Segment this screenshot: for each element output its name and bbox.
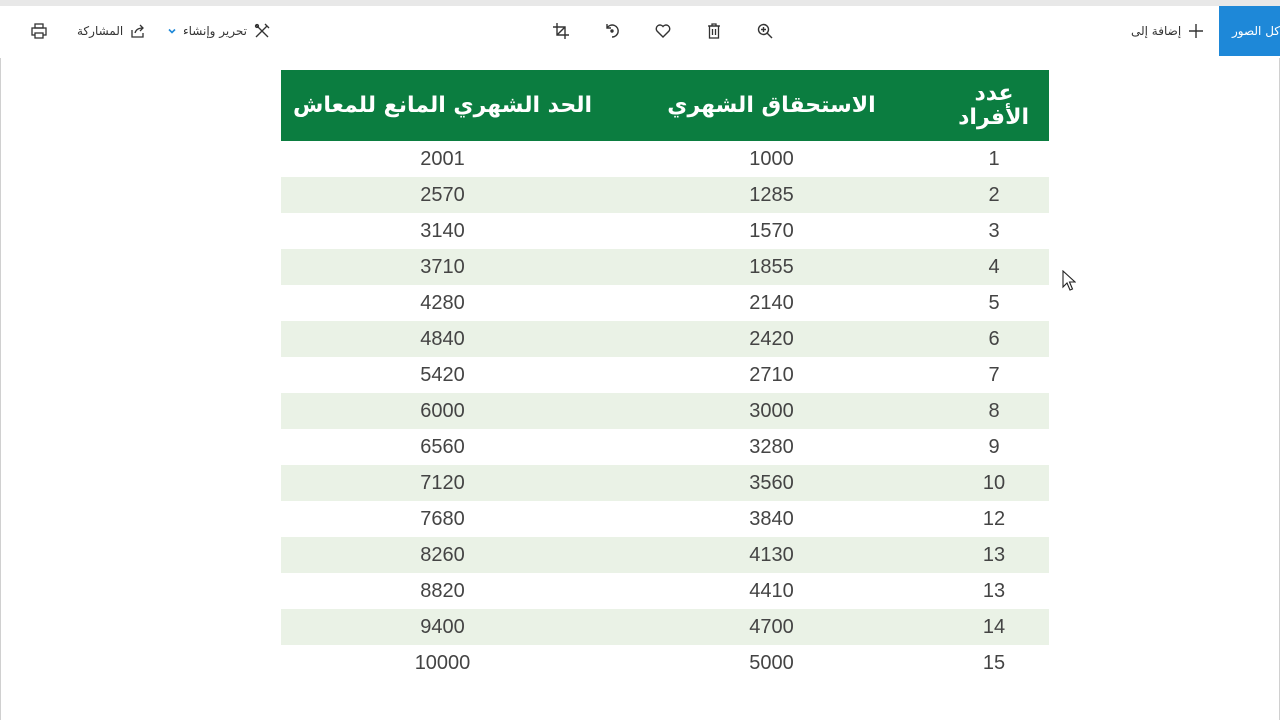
cell-family-members: 1 — [988, 147, 1000, 170]
cell-monthly-limit: 2570 — [281, 177, 604, 213]
header-monthly-limit: الحد الشهري المانع للمعاش — [281, 70, 604, 141]
edit-create-label: تحرير وإنشاء — [183, 24, 247, 38]
chevron-down-icon — [167, 26, 177, 36]
crop-icon — [552, 22, 570, 40]
edit-create-button[interactable] — [167, 22, 271, 40]
cell-family-members: 6 — [939, 321, 1049, 357]
cell-monthly-limit: 8820 — [420, 579, 465, 602]
cell-family-members: 12 — [982, 507, 1006, 530]
cell-monthly-limit: 7680 — [420, 507, 465, 530]
cell-monthly-entitlement: 3000 — [604, 393, 939, 429]
table-row — [281, 393, 1049, 429]
cell-family-members: 3 — [988, 219, 1000, 242]
cell-family-members: 8 — [939, 393, 1049, 429]
mouse-cursor — [1062, 270, 1076, 296]
cell-monthly-entitlement: 3560 — [604, 465, 939, 501]
edit-icon — [253, 22, 271, 40]
cell-family-members: 5 — [988, 291, 1000, 314]
cell-monthly-limit: 9400 — [281, 609, 604, 645]
cell-monthly-entitlement: 3840 — [749, 507, 794, 530]
cell-monthly-entitlement: 5000 — [749, 651, 794, 674]
cell-monthly-entitlement: 1000 — [749, 147, 794, 170]
cell-family-members: 15 — [982, 651, 1006, 674]
zoom-in-button[interactable] — [756, 22, 774, 40]
cell-monthly-limit: 4280 — [420, 291, 465, 314]
cell-family-members: 13 — [939, 537, 1049, 573]
cell-monthly-entitlement: 2710 — [749, 363, 794, 386]
share-label: المشاركة — [77, 24, 124, 38]
cell-family-members: 2 — [939, 177, 1049, 213]
cell-monthly-limit: 4840 — [281, 321, 604, 357]
table-row — [281, 645, 1049, 681]
all-photos-button[interactable] — [1219, 6, 1280, 56]
cell-family-members: 10 — [939, 465, 1049, 501]
cell-family-members: 9 — [988, 435, 1000, 458]
table-row — [281, 177, 1049, 213]
delete-icon — [705, 22, 723, 40]
share-button[interactable] — [77, 22, 147, 40]
cell-family-members: 4 — [939, 249, 1049, 285]
zoom-in-icon — [756, 22, 774, 40]
print-button[interactable] — [30, 22, 48, 40]
table-row — [281, 537, 1049, 573]
table-row — [281, 249, 1049, 285]
table-row — [281, 285, 1049, 321]
table-row — [281, 429, 1049, 465]
all-photos-label: كل الصور — [1231, 24, 1280, 38]
cell-family-members: 7 — [988, 363, 1000, 386]
crop-button[interactable] — [552, 22, 570, 40]
rotate-button[interactable] — [603, 22, 621, 40]
cell-monthly-entitlement: 1570 — [749, 219, 794, 242]
cell-monthly-entitlement: 2140 — [749, 291, 794, 314]
cell-family-members: 14 — [939, 609, 1049, 645]
add-to-label: إضافة إلى — [1131, 24, 1182, 38]
table-header-row — [281, 70, 1049, 141]
cell-monthly-entitlement: 4130 — [604, 537, 939, 573]
cell-monthly-limit: 6000 — [281, 393, 604, 429]
table-row — [281, 609, 1049, 645]
pension-table — [281, 70, 1049, 681]
table-row — [281, 321, 1049, 357]
cell-family-members: 13 — [982, 579, 1006, 602]
cell-monthly-limit: 2001 — [420, 147, 465, 170]
heart-icon — [654, 22, 672, 40]
header-monthly-entitlement: الاستحقاق الشهري — [604, 70, 939, 141]
cell-monthly-entitlement: 4410 — [749, 579, 794, 602]
cell-monthly-entitlement: 1855 — [604, 249, 939, 285]
viewer-border-left — [0, 58, 1, 720]
header-family-members: عدد الأفراد — [939, 70, 1049, 141]
table-row — [281, 357, 1049, 393]
delete-button[interactable] — [705, 22, 723, 40]
cell-monthly-limit: 3710 — [281, 249, 604, 285]
table-row — [281, 501, 1049, 537]
print-icon — [30, 22, 48, 40]
cell-monthly-limit: 6560 — [420, 435, 465, 458]
cell-monthly-limit: 3140 — [420, 219, 465, 242]
cell-monthly-limit: 8260 — [281, 537, 604, 573]
add-to-button[interactable] — [1131, 22, 1205, 40]
cell-monthly-entitlement: 3280 — [749, 435, 794, 458]
table-row — [281, 141, 1049, 177]
table-row — [281, 213, 1049, 249]
cell-monthly-limit: 7120 — [281, 465, 604, 501]
favorite-button[interactable] — [654, 22, 672, 40]
cell-monthly-entitlement: 1285 — [604, 177, 939, 213]
cell-monthly-limit: 10000 — [414, 651, 471, 674]
cell-monthly-limit: 5420 — [420, 363, 465, 386]
cell-monthly-entitlement: 4700 — [604, 609, 939, 645]
share-icon — [129, 22, 147, 40]
table-row — [281, 465, 1049, 501]
cell-monthly-entitlement: 2420 — [604, 321, 939, 357]
rotate-icon — [603, 22, 621, 40]
plus-icon — [1187, 22, 1205, 40]
table-row — [281, 573, 1049, 609]
